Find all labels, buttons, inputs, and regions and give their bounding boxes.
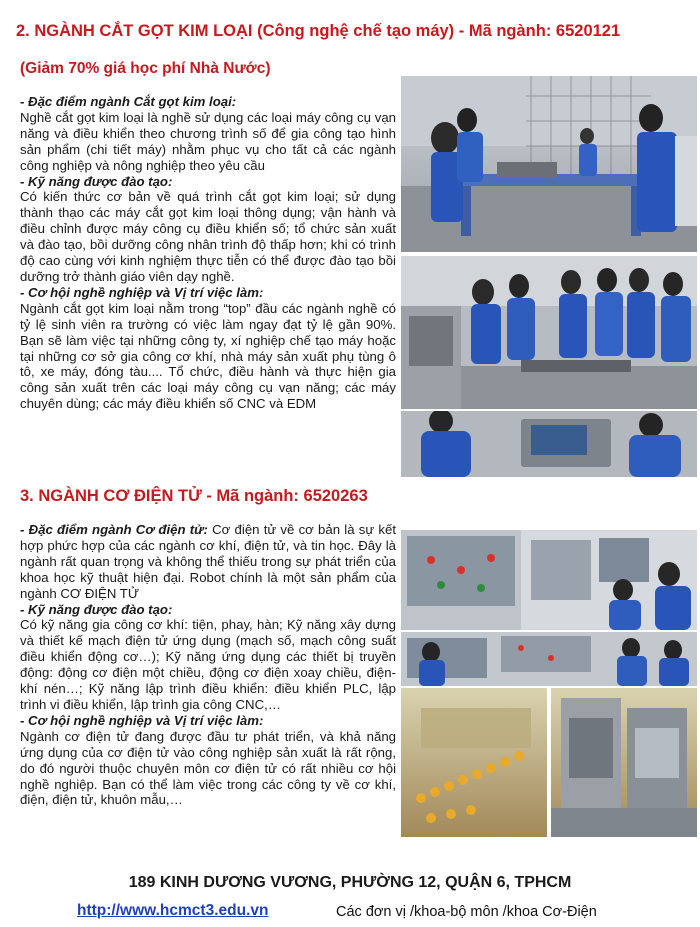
section2-skills-text: Có kiến thức cơ bản về quá trình cắt gọt kim loại; sử dụng thành thạo các máy cắt gọt kim loại thông dụng; vận hành và điều chỉnh được máy công cụ điều khiển số; tổ chức sản xuất và đào tạo, bồi dưỡng công nhân trình độ thấp hơn; khi có trình độ cao cùng với kinh nghiệm thực tiễn có thể được đào tạo bồi dưỡng trở thành giáo viên dạy nghề. <box>20 189 396 284</box>
section3-features-text: Cơ điện tử về cơ bản là sự kết hợp phức hợp của các ngành cơ khí, điện tử, và tin học. Đây là ngành rất quan trọng và không thể thiếu trong sự phát triển của khoa học kỹ thuật hiện đại. Robot chính là một sản phẩm của ngành CƠ ĐIỆN TỬ <box>20 522 396 601</box>
section2-title: 2. NGÀNH CẮT GỌT KIM LOẠI (Công nghệ chế tạo máy) - Mã ngành: 6520121 <box>16 22 621 40</box>
section2-career-text: Ngành cắt gọt kim loại nằm trong “top” đầu các ngành nghề có tỷ lệ sinh viên ra trường có việc làm ngay đạt tỷ lệ gần 90%. Bạn sẽ làm việc tại những công ty, xí nghiệp chế tạo máy hoặc tại những cơ sở gia công cơ khí, nhà máy sản xuất phụ tùng ô tô, xe máy, đóng tàu.... Tổ chức, điều hành và thực hiện gia công sản xuất trên các loại máy công cụ vạn năng; các máy chuyên dùng; các máy điều khiển số CNC và EDM <box>20 300 396 412</box>
section3-features-heading: - Đặc điểm ngành Cơ điện tử: <box>20 522 208 537</box>
section3-career-text: Ngành cơ điện tử đang được đầu tư phát triển, và khả năng ứng dụng của cơ điện tử vào công nghiệp sản xuất là rất rộng, do đó người thuộc chuyên môn cơ điện tử có rất nhiều cơ hội nghề nghiệp. Bạn có thể làm việc trong các công ty về cơ khí, điện, điện tử, khuôn mẫu,… <box>20 728 396 808</box>
department-text: Các đơn vị /khoa-bộ môn /khoa Cơ-Điện <box>336 904 597 920</box>
section3-career-heading: - Cơ hội nghề nghiệp và Vị trí việc làm: <box>20 712 264 728</box>
training-bench-image <box>401 632 697 686</box>
footer-address: 189 KINH DƯƠNG VƯƠNG, PHƯỜNG 12, QUẬN 6, TPHCM <box>128 874 572 891</box>
mechatronics-photo-2 <box>401 632 697 686</box>
section2-features-text: Nghề cắt gọt kim loại là nghề sử dụng các loại máy công cụ vạn năng và điều khiển theo chương trình số để gia công tạo hình sản phẩm (chi tiết máy) nhằm phục vụ cho tất cả các ngành công nghiệp và nông nghiệp theo yêu cầu <box>20 109 396 173</box>
students-lab-image <box>401 256 697 409</box>
section3-skills-heading: - Kỹ năng được đào tạo: <box>20 601 173 617</box>
section2-discount: (Giảm 70% giá học phí Nhà Nước) <box>20 60 271 77</box>
mechatronics-photo-3 <box>401 688 697 837</box>
workshop-photo-2 <box>401 256 697 409</box>
cnc-machine-image <box>401 411 697 477</box>
section2-skills-heading: - Kỹ năng được đào tạo: <box>20 173 173 189</box>
workshop-photo-1 <box>401 76 697 252</box>
section3-skills-text: Có kỹ năng gia công cơ khí: tiện, phay, hàn; Kỹ năng xây dựng và thiết kế mạch điện tử ứng dụng (mạch số, mạch công suất điều khiển động cơ…); Kỹ năng ứng dụng các thiết bị truyền động: động cơ điện một chiều, động cơ điện xoay chiều, điện-khí nén…; Kỹ năng lập trình điều khiển: điều khiển PLC, lập trình vi điều khiển, lập trình gia công CNC,… <box>20 617 396 712</box>
electronics-lab-image <box>401 530 697 630</box>
website-link[interactable]: http://www.hcmct3.edu.vn <box>77 902 269 919</box>
section3-body <box>20 522 396 808</box>
section3-title: 3. NGÀNH CƠ ĐIỆN TỬ - Mã ngành: 6520263 <box>20 487 368 505</box>
section2-career-heading: - Cơ hội nghề nghiệp và Vị trí việc làm: <box>20 284 264 300</box>
lathe-workshop-image <box>401 76 697 252</box>
mechatronics-photo-1 <box>401 530 697 630</box>
factory-automation-image <box>401 688 697 837</box>
workshop-photo-3 <box>401 411 697 477</box>
section2-features-heading: - Đặc điểm ngành Cắt gọt kim loại: <box>20 94 237 109</box>
section2-body <box>20 94 396 412</box>
